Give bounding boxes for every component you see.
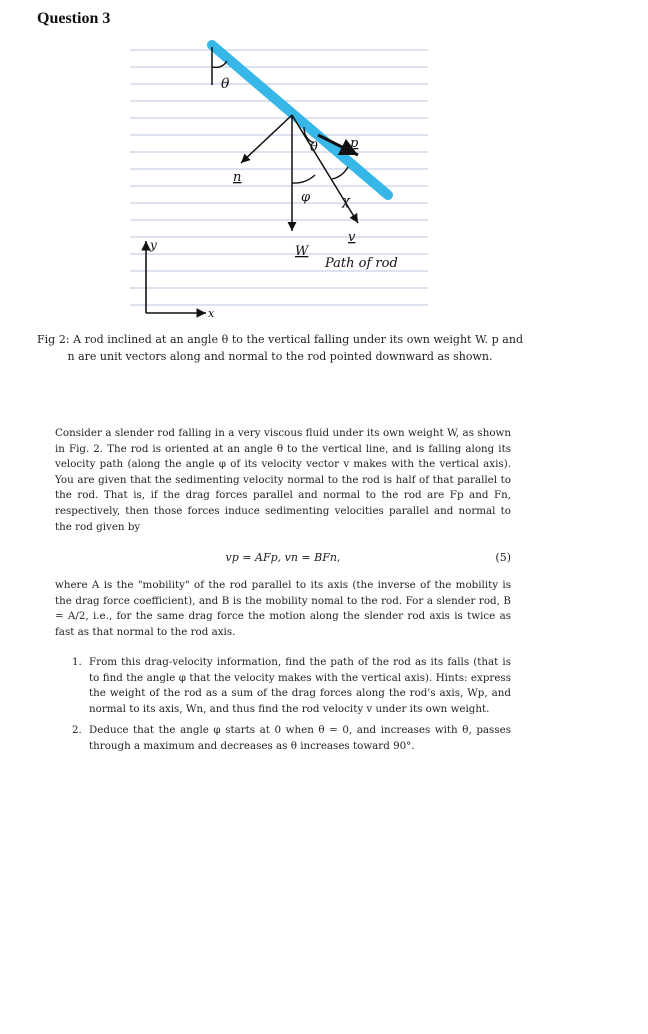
mobility-paragraph: where A is the "mobility" of the rod parallel to its axis (the inverse of the mobility is the drag force coefficient), and B is the mobility nomal to the rod. For a slender rod, B = A/2, i.e., for the same drag force the motion along the slender rod axis is twice as fast as that normal to the rod axis. [55, 579, 511, 638]
chi-label: χ [342, 194, 350, 209]
intro-paragraph: Consider a slender rod falling in a very viscous fluid under its own weight W, as shown in Fig. 2. The rod is oriented at an angle θ to the vertical line, and is falling along its velocity path (along the angle φ of its velocity vector v makes with the vertical axis). You are given that the sedimenting velocity normal to the rod is half of that parallel to the rod. That is, if the drag forces parallel and normal to the rod are Fp and Fn, respectively, then those forces induce sedimenting velocities parallel and normal to the rod given by [55, 427, 511, 533]
rod-figure [120, 35, 440, 320]
problem-list [55, 655, 511, 761]
caption-text: Fig 2: A rod inclined at an angle θ to the vertical falling under its own weight W. p and n are unit vectors along and normal to the rod pointed downward as shown. [37, 333, 523, 363]
problem-number: 2. [72, 724, 82, 737]
y-axis-label: y [150, 238, 157, 252]
problem-number: 1. [72, 656, 82, 668]
n-label: n [233, 170, 242, 185]
mid-theta-label: θ [310, 140, 318, 155]
rod-diagram [120, 35, 440, 320]
phi-arc [292, 175, 315, 183]
problem-item [55, 723, 511, 754]
top-theta-label: θ [221, 76, 230, 92]
path-of-rod-label: Path of rod [325, 256, 398, 271]
n-vector [241, 115, 292, 163]
problem-text: From this drag-velocity information, find the path of the rod as its falls (that is to find the angle φ that the velocity makes with the vertical axis). Hints: express the weight of the rod as a sum of the drag forces along the rod's axis, Wp, and normal to its axis, Wn, and thus find the rod velocity v under its own weight. [89, 656, 511, 715]
phi-label: φ [301, 190, 311, 205]
x-axis-label: x [208, 307, 215, 320]
v-label: v [348, 230, 356, 245]
equation-body: vp = AFp, vn = BFn, [225, 551, 341, 564]
W-label: W [295, 244, 309, 259]
problem-text: Deduce that the angle φ starts at 0 when θ = 0, and increases with θ, passes through a maximum and decreases as θ increases toward 90°. [89, 724, 511, 752]
problem-item [55, 655, 511, 717]
figure-caption [37, 331, 523, 365]
p-label: p [350, 136, 359, 151]
equation-number: (5) [495, 551, 511, 564]
equation-5 [55, 551, 511, 569]
question-heading: Question 3 [37, 10, 111, 27]
